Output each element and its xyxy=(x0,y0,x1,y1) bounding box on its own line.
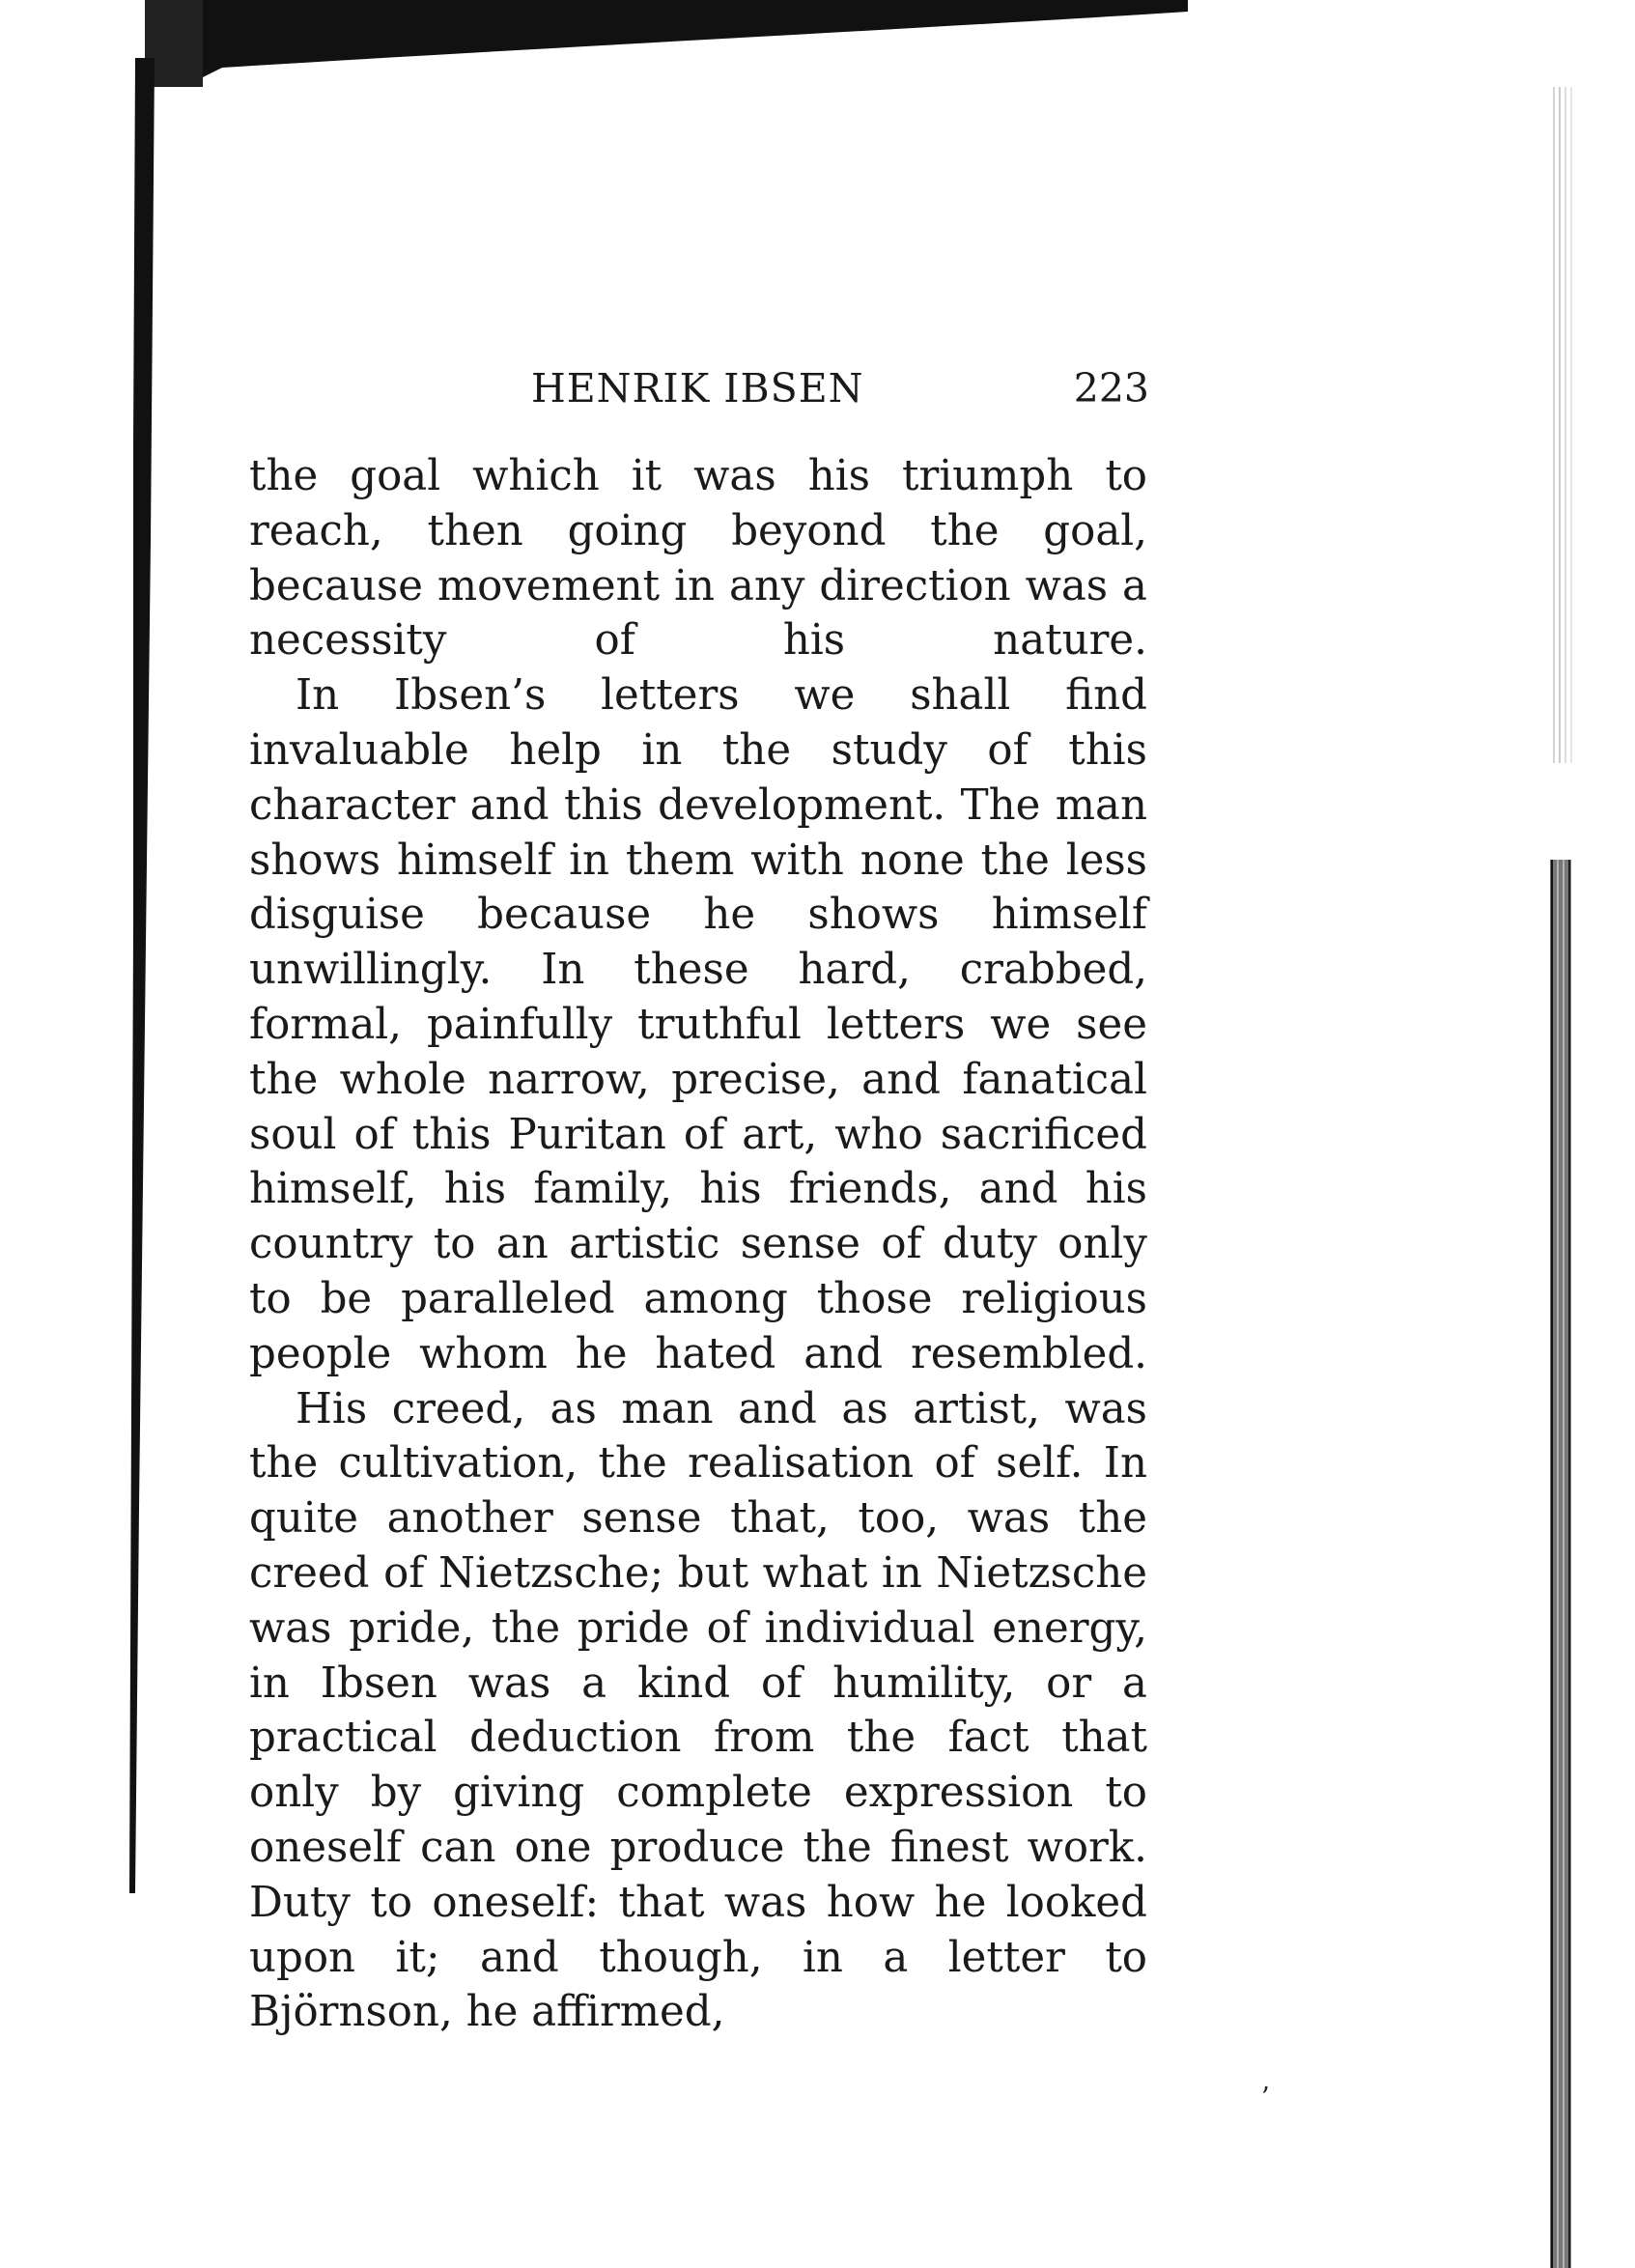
body-text xyxy=(249,449,1147,2040)
scan-edge-top xyxy=(145,0,1188,87)
scan-edge-right xyxy=(1531,87,1589,2268)
running-title: HENRIK IBSEN xyxy=(531,365,864,411)
stray-ink-mark: ʼ xyxy=(1260,2082,1269,2113)
page-number: 223 xyxy=(1073,365,1149,411)
scan-edge-left xyxy=(126,58,169,1893)
paragraph-1: the goal which it was his triumph to reach, then going beyond the goal, because movement in any direction was a necessity of his nature. xyxy=(249,452,1147,666)
paragraph-3: His creed, as man and as artist, was the cultivation, the realisation of self. In quite another sense that, too, was the creed of Nietzsche; but what in Nietzsche was pride, the pride of individual energy, in Ibsen was a kind of humility, or a practical deduction from the fact that only by giving complete expression to oneself can one produce the finest work. Duty to oneself: that was how he looked upon it; and though, in a letter to Björnson, he affirmed, xyxy=(249,1384,1147,2037)
running-header xyxy=(251,365,1149,423)
paragraph-2: In Ibsen’s letters we shall find invaluable help in the study of this character and this development. The man shows himself in them with none the less disguise because he shows himself unwillingly. In these hard, crabbed, formal, painfully truthful letters we see the whole narrow, precise, and fanatical soul of this Puritan of art, who sacrificed himself, his family, his friends, and his country to an artistic sense of duty only to be paralleled among those religious people whom he hated and resembled. xyxy=(249,671,1147,1378)
